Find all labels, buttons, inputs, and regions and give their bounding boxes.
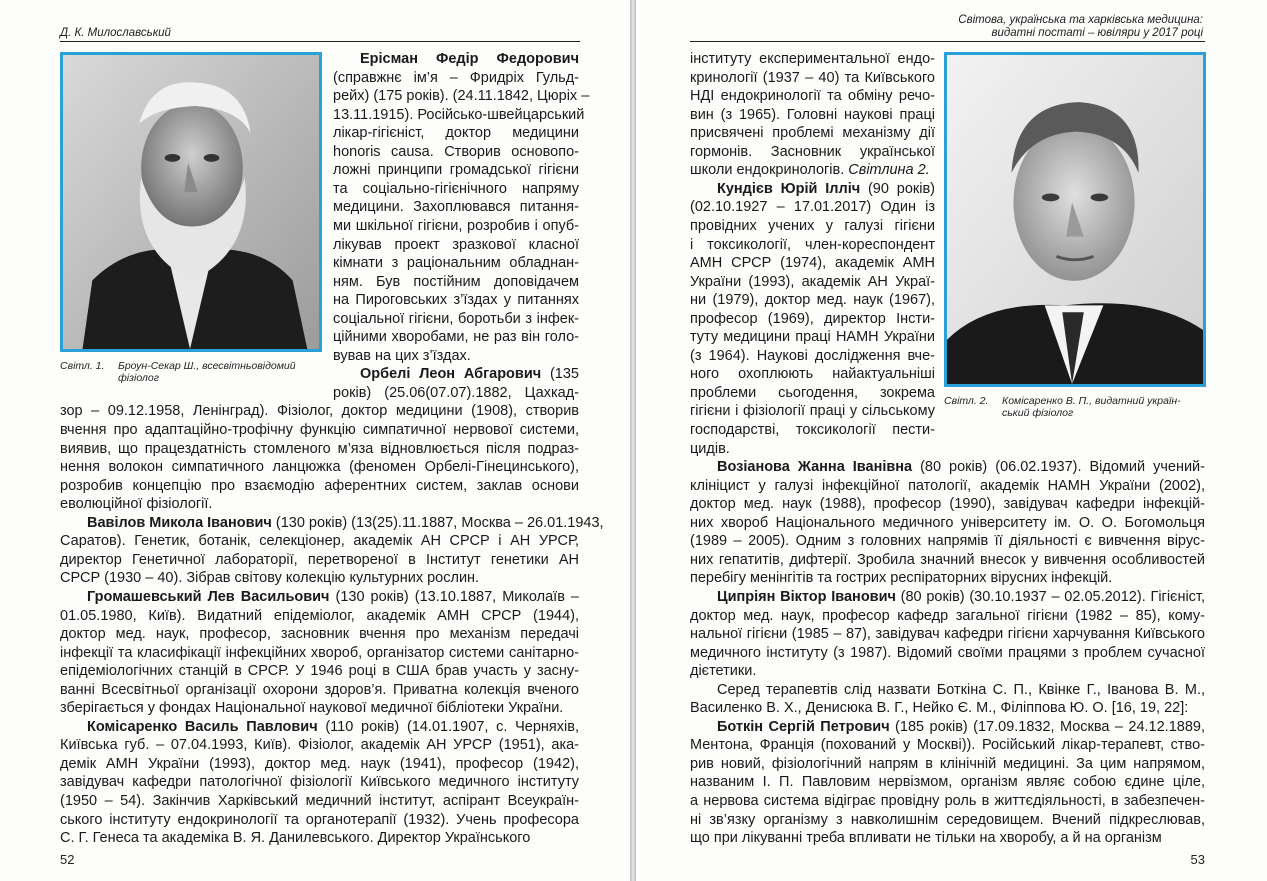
text-run: господарстві, токсикології пести- [690, 422, 935, 438]
text-line [333, 106, 585, 124]
text-line [690, 87, 935, 105]
text-run: професор (1969), директор Інсти- [690, 310, 935, 327]
text-run: (130 років) (13(25).11.1887, Москва – 26.01.1943, [271, 514, 604, 531]
text-line [690, 291, 935, 309]
text-run: перебігу менінгітів та гострих респіраторних вірусних інфекцій. [690, 570, 1113, 587]
text-run: присвячені проблемі механізму дії [690, 125, 935, 142]
text-line [690, 569, 1205, 587]
text-line [360, 365, 579, 383]
text-run: на Пироговських з’їздах у питаннях [333, 292, 579, 309]
text-line [690, 736, 1205, 754]
text-run: та соціально-гігієнічного напряму [333, 180, 579, 197]
text-run: (80 років) (06.02.1937). Відомий учений- [912, 459, 1205, 476]
text-run: (80 років) (30.10.1937 – 02.05.2012). Гігієніст, [895, 588, 1205, 605]
text-run: ного охоплюють найактуальніші [690, 366, 935, 383]
text-run: гормонів. Засновник української [690, 143, 935, 160]
text-line [717, 718, 1205, 736]
text-line [690, 50, 935, 68]
caption-number: Світл. 2. [944, 395, 989, 407]
caption-number: Світл. 1. [60, 360, 105, 372]
text-run: ни (1979), доктор мед. наук (1967), [690, 292, 935, 309]
text-line [60, 421, 579, 439]
text-run: ванні Всесвітньої організації охорони здоров’я. Приватна колекція вченого [60, 681, 579, 698]
text-run: виявив, що працездатність стомленого м’яза відновлюється після подраз- [60, 440, 579, 457]
text-run: нальної гігієни (1985 – 87), завідувач кафедри гігієни харчування Київського [690, 626, 1205, 643]
text-run: дієтетики. [690, 663, 757, 680]
text-run: (справжнє ім’я – Фридріх Гульд- [333, 69, 579, 86]
text-run: років) (25.06(07.07).1882, Цахкад- [333, 384, 579, 401]
text-line [60, 607, 579, 625]
text-run: України (1993), академік АН Украї- [690, 273, 935, 290]
text-line [690, 124, 935, 142]
left-page-number: 52 [60, 852, 75, 867]
text-line [717, 180, 935, 198]
text-line [690, 236, 935, 254]
text-run: гігієни і фізіології праці у сільському [690, 403, 935, 420]
text-line [60, 477, 579, 495]
text-line [333, 143, 579, 161]
text-line [60, 440, 579, 458]
text-line [690, 273, 935, 291]
text-run: завідувач кафедри патологічної фізіології Київського медичного інституту [60, 774, 579, 791]
person-name: Комісаренко Василь Павлович [87, 718, 318, 735]
figure-reference: Світлина 2. [848, 162, 930, 179]
text-run: лікував проект зразкової класної [333, 236, 579, 253]
text-line [60, 736, 579, 754]
text-run: 01.05.1980, Київ). Видатний епідеміолог, академік АМН СРСР (1944), [60, 607, 579, 624]
text-line [60, 551, 579, 569]
text-line [690, 644, 1205, 662]
text-line [333, 236, 579, 254]
text-line [60, 681, 579, 699]
text-line [87, 718, 579, 736]
text-line [690, 161, 935, 179]
text-run: СРСР (1930 – 40). Зібрав світову колекцію культурних рослин. [60, 570, 480, 587]
text-run: 13.11.1915). Російсько-швейцарський [333, 106, 585, 123]
text-run: зберігається у фондах Національної наукової медичної бібліотеки України. [60, 700, 564, 717]
text-line [690, 477, 1205, 495]
text-run: АМН СРСР (1974), академік АМН [690, 255, 935, 272]
text-line [690, 402, 935, 420]
text-line [333, 273, 579, 291]
text-line [333, 347, 579, 365]
text-run: клініцист у галузі інфекційної патології, академік НАМН України (2002), [690, 477, 1205, 494]
photo-brown-sequard [60, 52, 322, 352]
left-running-header: Д. К. Милославський [60, 27, 171, 39]
right-running-header [958, 14, 1203, 40]
text-run: (90 років) [860, 180, 935, 197]
text-line [60, 811, 579, 829]
text-line [333, 161, 579, 179]
right-page-number: 53 [1190, 852, 1205, 867]
person-name: Боткін Сергій Петрович [717, 718, 890, 735]
text-run: вчення про адаптаційно-трофічну функцію симпатичної нервової системи, [60, 422, 579, 438]
text-run: названим І. П. Павловим нервізмом, організм являє собою єдине ціле, [690, 774, 1205, 791]
text-run: (110 років) (14.01.1907, с. Черняхів, [317, 718, 579, 735]
text-line [333, 69, 579, 87]
text-run: проблеми сьогодення, зокрема [690, 384, 935, 401]
text-line [60, 792, 579, 810]
text-run: кімнати з раціональним обладнан- [333, 255, 579, 272]
text-run: ложні принципи громадської гігієни [333, 162, 579, 179]
text-line [717, 458, 1205, 476]
text-line [60, 662, 579, 680]
text-line [60, 402, 579, 420]
text-line [690, 625, 1205, 643]
text-line [690, 69, 935, 87]
text-run: (135 [541, 366, 579, 383]
text-line [333, 310, 579, 328]
person-name: Вавілов Микола Іванович [87, 514, 272, 531]
text-line [60, 699, 579, 717]
text-run: ського інституту ендокринології та органотерапії (1932). Учень професора [60, 811, 579, 828]
text-line [333, 198, 579, 216]
text-line [690, 662, 1205, 680]
text-run: рив новий, фізіологічний напрям в клінічній медицині. За цим напрямом, [690, 755, 1205, 772]
text-run: а нервова система відіграє провідну роль в життєдіяльності, в забезпечен- [690, 793, 1205, 809]
person-name: Громашевський Лев Васильович [87, 588, 330, 605]
text-line [60, 532, 579, 550]
text-line [333, 328, 579, 346]
text-run: провідних учених у галузі гігієни [690, 217, 935, 234]
text-line [690, 792, 1205, 810]
text-line [333, 291, 579, 309]
text-line [333, 87, 590, 105]
text-line [333, 217, 579, 235]
text-run: що при лікуванні треба впливати не тільки на хворобу, а й на організм [690, 830, 1162, 847]
portrait-brown-sequard [63, 55, 319, 349]
text-line [690, 514, 1205, 532]
text-run: С. Г. Генеса та академіка В. Я. Данилевського. Директор Українського [60, 830, 531, 847]
text-line [333, 384, 579, 402]
text-run: зор – 09.12.1958, Ленінград). Фізіолог, доктор медицини (1908), створив [60, 403, 579, 420]
text-line [333, 180, 579, 198]
text-run: них хвороб Національного медичного університету ім. О. О. Богомольця [690, 514, 1205, 531]
text-line [690, 198, 935, 216]
right-header-line: видатні постаті – ювіляри у 2017 році [991, 27, 1203, 39]
text-run: (02.10.1927 – 17.01.2017) Один із [690, 199, 935, 216]
text-line [690, 829, 1205, 847]
text-run: і токсикології, член-кореспондент [690, 236, 935, 253]
text-line [690, 143, 935, 161]
text-run: (130 років) (13.10.1887, Миколаїв – [329, 588, 579, 605]
text-run: ми шкільної гігієни, розробив і опуб- [333, 217, 579, 234]
portrait-komisarenko [947, 55, 1203, 384]
right-header-line: Світова, українська та харківська медицина: [958, 14, 1203, 26]
text-run: туту медицини праці НАМН України [690, 329, 935, 346]
text-run: демік АМН України (1993), доктор мед. наук (1941), професор (1942), [60, 755, 579, 772]
text-line [690, 421, 935, 439]
text-line [690, 551, 1205, 569]
text-run: НДІ ендокринології та обміну речо- [690, 88, 935, 105]
text-line [690, 328, 935, 346]
text-run: епідеміологічних станцій в СРСР. У 1946 році в США брав участь у засну- [60, 663, 579, 680]
text-run: ням. Був постійним доповідачем [333, 273, 579, 290]
text-line [333, 124, 579, 142]
text-run: доктор мед. наук, професор, засновник вчення про механізм передачі [60, 626, 579, 643]
text-line [690, 347, 935, 365]
caption-line: Комісаренко В. П., видатний україн- [1002, 395, 1181, 407]
text-run: інфекції та класифікації інфекційних хвороб, організатор системи санітарно- [60, 644, 579, 661]
text-line [60, 829, 579, 847]
text-line [690, 699, 1205, 717]
text-run: вин (з 1965). Головні наукові праці [690, 106, 935, 123]
text-line [690, 773, 1205, 791]
text-line [60, 495, 579, 513]
text-run: лікар-гігієніст, доктор медицини [333, 125, 579, 142]
text-run: еволюційної фізіології. [60, 496, 213, 513]
text-run: рейх) (175 років). (24.11.1842, Цюріх – [333, 88, 590, 105]
text-line [60, 755, 579, 773]
text-line [60, 458, 579, 476]
text-run: цидів. [690, 440, 730, 457]
text-line [60, 569, 579, 587]
text-line [60, 644, 579, 662]
text-run: нення волокон симпатичного ланцюжка (феномен Орбелі-Гінецинського), [60, 459, 579, 476]
text-run: директор Генетичної лабораторії, перетвореної в Інститут генетики АН [60, 551, 579, 568]
text-line [717, 588, 1205, 606]
text-line [717, 681, 1205, 699]
text-run: кринології (1937 – 40) та Київського [690, 69, 935, 86]
photo-komisarenko [944, 52, 1206, 387]
person-name: Ерісман Федір Федорович [360, 51, 579, 67]
text-run: вував на цих з’їздах. [333, 347, 471, 364]
text-line [690, 755, 1205, 773]
text-line [690, 384, 935, 402]
text-run: них гепатитів, дифтерії. Зробила значний внесок у вивчення особливостей [690, 551, 1205, 568]
text-run: школи ендокринологів. [690, 162, 849, 179]
left-header-rule [60, 41, 580, 42]
text-line [690, 532, 1205, 550]
text-run: розробив концепцію про взаємодію аферентних систем, заклав основи [60, 477, 579, 494]
text-run: доктор мед. наук, професор кафедр загальної гігієни (1982 – 85), кому- [690, 607, 1205, 624]
person-name: Возіанова Жанна Іванівна [717, 459, 913, 476]
text-run: Ментона, Франція (похований у Москві)). Російський лікар-терапевт, ство- [690, 737, 1205, 754]
text-run: honoris causa. Створив основопо- [333, 143, 579, 160]
text-run: медицини. Захоплювався питання- [333, 199, 579, 216]
left-page [0, 0, 630, 881]
right-page [636, 0, 1267, 881]
text-run: соціальної гігієни, боротьби з інфек- [333, 310, 579, 327]
right-photo-caption [944, 395, 1206, 421]
text-run: Київська губ. – 07.04.1993, Київ). Фізіолог, академік АН УРСР (1951), ака- [60, 737, 579, 754]
text-run: ні зв’язку організму з навколишнім середовищем. Вчений підкреслював, [690, 811, 1205, 828]
right-header-rule [690, 41, 1205, 42]
caption-line: Броун-Секар Ш., всесвітньовідомий [118, 360, 296, 372]
text-line [690, 607, 1205, 625]
text-line [60, 625, 579, 643]
text-line [690, 106, 935, 124]
text-line [87, 514, 604, 532]
text-run: (з 1964). Наукові дослідження вче- [690, 347, 935, 364]
person-name: Кундієв Юрій Ілліч [717, 180, 861, 197]
text-run: інституту експериментальної ендо- [690, 51, 935, 67]
text-run: Саратов). Генетик, ботанік, селекціонер, академік АН СРСР і АН УРСР, [60, 533, 579, 550]
caption-line: ський фізіолог [1002, 407, 1074, 419]
text-run: Василенко В. Х., Денисюка В. Г., Нейко Є. М., Філіппова Ю. О. [16, 19, 22]: [690, 700, 1189, 717]
caption-line: фізіолог [118, 372, 159, 384]
text-line [690, 310, 935, 328]
text-line [87, 588, 579, 606]
text-line [333, 254, 579, 272]
text-line [690, 811, 1205, 829]
text-run: Серед терапевтів слід назвати Боткіна С. П., Квінке Г., Іванова В. М., [717, 681, 1205, 698]
text-line [690, 495, 1205, 513]
text-run: ційними хворобами, не раз він голо- [333, 329, 579, 346]
person-name: Ципріян Віктор Іванович [717, 588, 896, 605]
text-run: (185 років) (17.09.1832, Москва – 24.12.1889, [889, 718, 1205, 735]
person-name: Орбелі Леон Абгарович [360, 366, 542, 383]
text-line [60, 773, 579, 791]
text-line [690, 440, 935, 458]
text-line [690, 254, 935, 272]
left-photo-caption [60, 360, 322, 386]
text-run: (1989 – 2005). Одним з головних напрямів її діяльності є вивчення вірус- [690, 533, 1205, 550]
text-line [360, 50, 579, 68]
text-run: (1950 – 54). Закінчив Харківський медичний інститут, аспірант Всеукраїн- [60, 793, 579, 809]
text-line [690, 217, 935, 235]
text-run: медичного інституту (з 1987). Відомий своїми працями з проблем сучасної [690, 644, 1205, 661]
text-line [690, 365, 935, 383]
text-run: доктор мед. наук (1988), професор (1990), завідувач кафедри інфекцій- [690, 496, 1205, 513]
